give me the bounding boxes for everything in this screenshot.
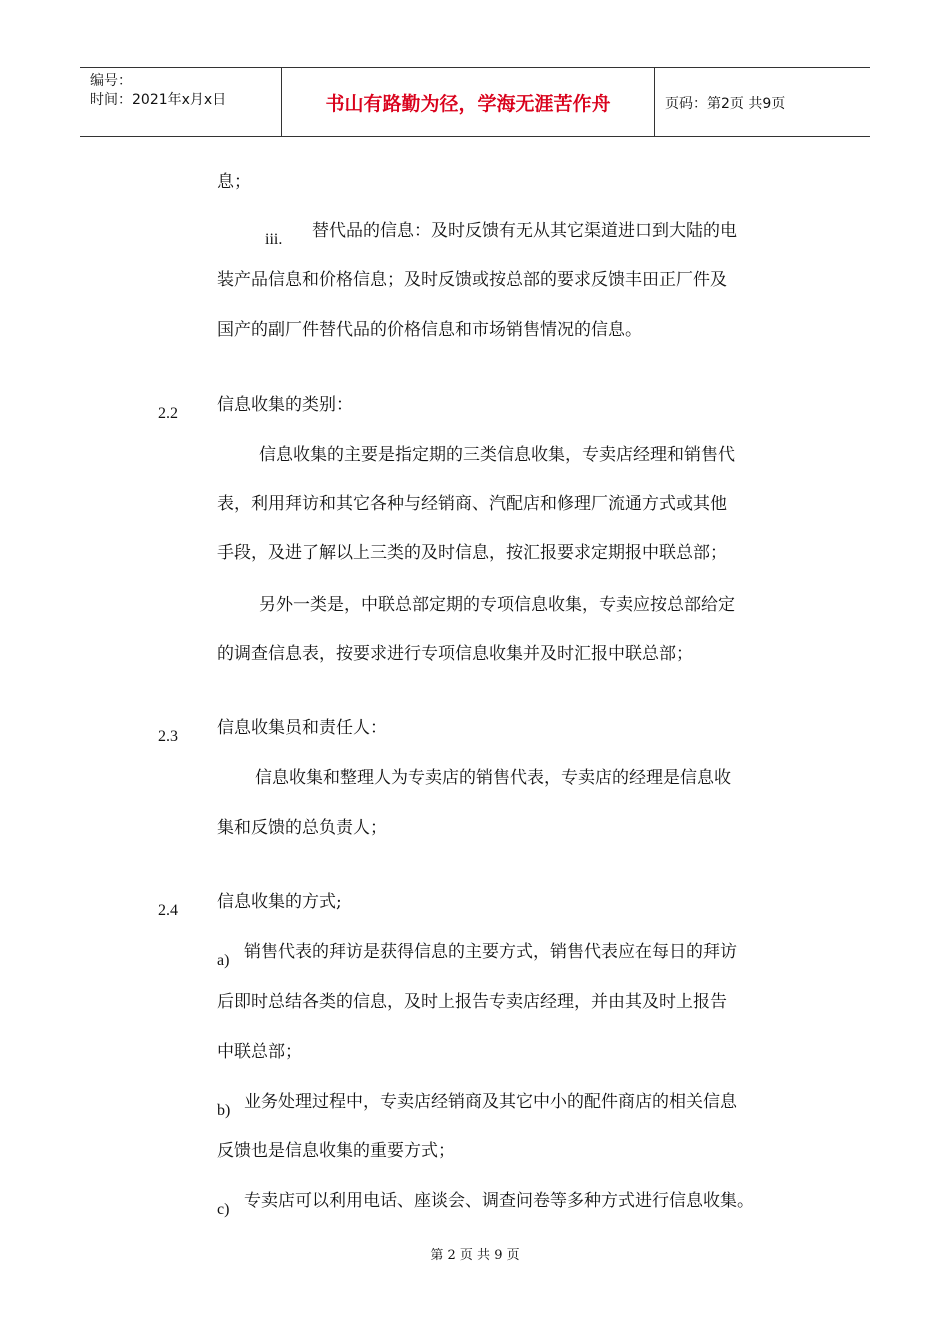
body-line: 的调查信息表，按要求进行专项信息收集并及时汇报中联总部； [217, 644, 693, 664]
header-page-info: 页码：第2页 共9页 [665, 96, 786, 112]
list-marker-b: b) [217, 1102, 231, 1119]
section-number-2-2: 2.2 [158, 405, 178, 422]
page-footer: 第 2 页 共 9 页 [430, 1248, 520, 1263]
list-marker-c: c) [217, 1201, 230, 1218]
body-line: 另外一类是，中联总部定期的专项信息收集，专卖应按总部给定 [259, 595, 735, 615]
body-line: 反馈也是信息收集的重要方式； [217, 1141, 455, 1161]
header-meta [90, 72, 280, 110]
body-line: 信息收集和整理人为专卖店的销售代表，专卖店的经理是信息收 [255, 768, 731, 788]
body-line: 息； [217, 172, 251, 192]
list-marker-iii: iii. [265, 231, 283, 248]
body-line: 集和反馈的总负责人； [217, 818, 387, 838]
body-line: 专卖店可以利用电话、座谈会、调查问卷等多种方式进行信息收集。 [244, 1191, 754, 1211]
header-number-label: 编号： [90, 73, 132, 89]
body-line: 表，利用拜访和其它各种与经销商、汽配店和修理厂流通方式或其他 [217, 494, 727, 514]
section-title-2-4: 信息收集的方式; [217, 892, 342, 912]
body-line: 中联总部； [217, 1042, 302, 1062]
body-line: 手段，及进了解以上三类的及时信息，按汇报要求定期报中联总部； [217, 543, 727, 563]
section-number-2-4: 2.4 [158, 902, 178, 919]
section-number-2-3: 2.3 [158, 728, 178, 745]
header-motto: 书山有路勤为径，学海无涯苦作舟 [325, 93, 611, 115]
body-line: 替代品的信息：及时反馈有无从其它渠道进口到大陆的电 [312, 221, 737, 241]
body-line: 业务处理过程中，专卖店经销商及其它中小的配件商店的相关信息 [244, 1092, 737, 1112]
section-title-2-3: 信息收集员和责任人： [217, 718, 387, 738]
page-header [80, 67, 870, 137]
body-line: 装产品信息和价格信息；及时反馈或按总部的要求反馈丰田正厂件及 [217, 270, 727, 290]
header-time-label: 时间：2021年x月x日 [90, 92, 227, 108]
body-line: 销售代表的拜访是获得信息的主要方式，销售代表应在每日的拜访 [244, 942, 737, 962]
list-marker-a: a) [217, 952, 230, 969]
header-divider [654, 68, 655, 136]
body-line: 国产的副厂件替代品的价格信息和市场销售情况的信息。 [217, 320, 642, 340]
body-line: 信息收集的主要是指定期的三类信息收集，专卖店经理和销售代 [259, 445, 735, 465]
body-line: 后即时总结各类的信息，及时上报告专卖店经理，并由其及时上报告 [217, 992, 727, 1012]
section-title-2-2: 信息收集的类别： [217, 395, 353, 415]
